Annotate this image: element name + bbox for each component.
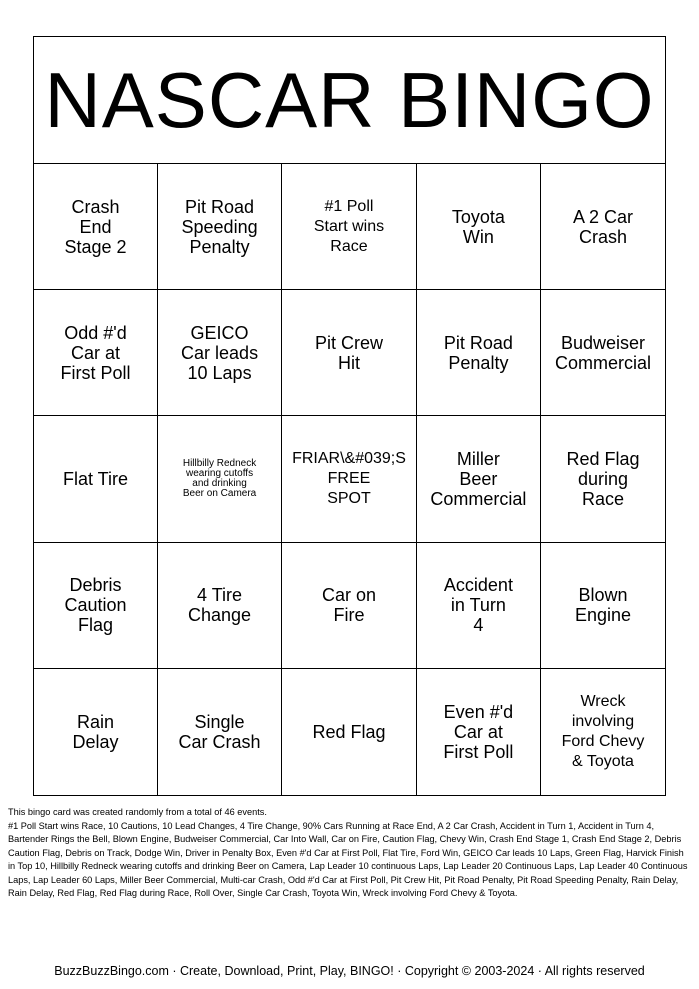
- bingo-cell: Pit Road Penalty: [417, 290, 541, 416]
- created-note: This bingo card was created randomly from a total of 46 events.: [8, 807, 267, 817]
- card-title: NASCAR BINGO: [34, 37, 665, 164]
- card-info: [8, 806, 692, 901]
- bingo-cell: Wreck involving Ford Chevy & Toyota: [561, 692, 645, 770]
- bingo-cell: Hillbilly Redneck wearing cutoffs and drinking Beer on Camera: [158, 416, 282, 542]
- bingo-cell: Accident in Turn 4: [417, 543, 541, 669]
- bingo-cell: Rain Delay: [34, 669, 158, 795]
- bingo-cell: Car on Fire: [282, 543, 417, 669]
- free-space-cell: FRIAR\&#039;S FREE SPOT: [282, 416, 417, 542]
- bingo-cell: GEICO Car leads 10 Laps: [158, 290, 282, 416]
- bingo-cell: Red Flag during Race: [541, 416, 665, 542]
- bingo-cell: Red Flag: [282, 669, 417, 795]
- bingo-cell: #1 Poll Start wins Race: [282, 164, 417, 290]
- bingo-cell: Budweiser Commercial: [541, 290, 665, 416]
- bingo-cell: Pit Crew Hit: [282, 290, 417, 416]
- bingo-cell: 4 Tire Change: [158, 543, 282, 669]
- bingo-cell: Toyota Win: [417, 164, 541, 290]
- bingo-cell: Debris Caution Flag: [34, 543, 158, 669]
- bingo-cell: Even #'d Car at First Poll: [417, 669, 541, 795]
- bingo-cell: Miller Beer Commercial: [417, 416, 541, 542]
- footer-copyright: BuzzBuzzBingo.com · Create, Download, Print, Play, BINGO! · Copyright © 2003-2024 · All rights reserved: [54, 964, 645, 978]
- bingo-cell: A 2 Car Crash: [541, 164, 665, 290]
- bingo-cell: Single Car Crash: [158, 669, 282, 795]
- bingo-cell: Odd #'d Car at First Poll: [34, 290, 158, 416]
- bingo-cell: Flat Tire: [34, 416, 158, 542]
- bingo-cell: Blown Engine: [541, 543, 665, 669]
- events-list: #1 Poll Start wins Race, 10 Cautions, 10 Lead Changes, 4 Tire Change, 90% Cars Running at Race End, A 2 Car Crash, Accident in Turn 1, Accident in Turn 4, Bartender Rings the Bell, Blown Engine, Budweiser Commercial, Car Into Wall, Car on Fire, Caution Flag, Chevy Win, Crash End Stage 1, Crash End Stage 2, Debris Caution Flag, Debris on Track, Dodge Win, Driver in Penalty Box, Even #'d Car at First Poll, Flat Tire, Ford Win, GEICO Car leads 10 Laps, Green Flag, Harvick Finish in Top 10, Hillbilly Redneck wearing cutoffs and drinking Beer on Camera, Lap Leader 10 continuous Laps, Lap Leader 20 Continuous Laps, Lap Leader 40 Continuous Laps, Lap Leader 60 Laps, Miller Beer Commercial, Multi-car Crash, Odd #'d Car at First Poll, Pit Crew Hit, Pit Road Penalty, Pit Road Speeding Penalty, Rain Delay, Rain Delay, Red Flag, Red Flag during Race, Roll Over, Single Car Crash, Toyota Win, Wreck involving Ford Chevy & Toyota.: [8, 820, 688, 898]
- bingo-cell: Pit Road Speeding Penalty: [158, 164, 282, 290]
- bingo-cell: Crash End Stage 2: [34, 164, 158, 290]
- bingo-card: [33, 36, 666, 796]
- bingo-grid: [34, 164, 665, 795]
